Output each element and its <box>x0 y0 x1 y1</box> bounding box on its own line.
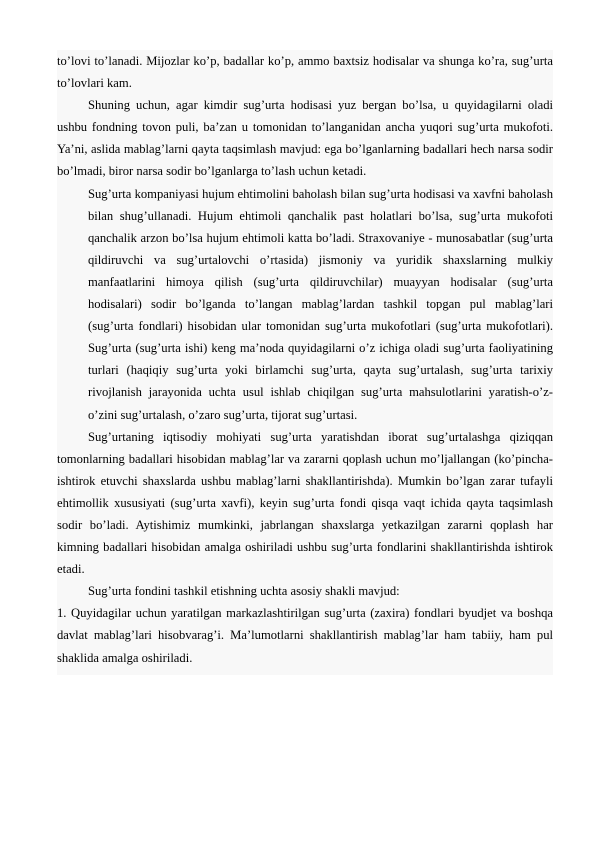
paragraph-insurance-company: Sug’urta kompaniyasi hujum ehtimolini baholash bilan sug’urta hodisasi va xavfni baholash bilan shug’ullanadi. Hujum ehtimoli qanchalik past holatlari bo’lsa, sug’urta mukofoti qanchalik arzon bo’lsa hujum ehtimoli katta bo’ladi. Straxovaniye - munosabatlar (sug’urta qildiruvchi va sug’urtalovchi o’rtasida) jismoniy va yuridik shaxslarning mulkiy manfaatlarini himoya qilish (sug’urta qildiruvchilar) muayyan hodisalar (sug’urta hodisalari) sodir bo’lganda to’langan mablag’lardan tashkil topgan pul mablag’lari (sug’urta fondlari) hisobidan ular tomonidan sug’urta mukofotlari (sug’urta mukofotlari). Sug’urta (sug’urta ishi) keng ma’noda quyidagilarni o’z ichiga oladi sug’urta faoliyatining turlari (haqiqiy sug’urta yoki birlamchi sug’urta, qayta sug’urtalash, sug’urta tarixiy rivojlanish jarayonida uchta usul ishlab chiqilgan sug’urta mahsulotlarini yaratish-o’z-o’zini sug’urtalash, o’zaro sug’urta, tijorat sug’urtasi. <box>88 186 553 422</box>
paragraph-economic-essence: Sug’urtaning iqtisodiy mohiyati sug’urta yaratishdan iborat sug’urtalashga qiziqqan tomonlarning badallari hisobidan mablag’lar va zararni qoplash uchun mo’ljallangan (ko’pincha-ishtirok etuvchi shaxslarda ushbu mablag’larni shakllantirishda). Mumkin bo’lgan zarar tufayli ehtimollik xususiyati (sug’urta xavfi), keyin sug’urta fondi qisqa vaqt ichida qayta taqsimlash sodir bo’ladi. Aytishimiz mumkinki, jabrlangan shaxslarga yetkazilgan zararni qoplash har kimning badallari hisobidan amalga oshiriladi ushbu sug’urta fondlarini shakllantirishda ishtirok etadi. <box>57 429 553 577</box>
document-body <box>57 50 553 675</box>
paragraph-redistribution: Shuning uchun, agar kimdir sug’urta hodisasi yuz bergan bo’lsa, u quyidagilarni oladi ushbu fondning tovon puli, ba’zan u tomonidan to’langanidan ancha yuqori sug’urta mukofoti. Ya’ni, aslida mablag’larni qayta taqsimlash mavjud: ega bo’lganlarning badallari hech narsa sodir bo’lmadi, biror narsa sodir bo’lganlarga to’lash uchun ketadi. <box>57 98 553 179</box>
paragraph-fund-forms-intro: Sug’urta fondini tashkil etishning uchta asosiy shakli mavjud: <box>88 584 400 599</box>
paragraph-continuation: to’lovi to’lanadi. Mijozlar ko’p, badallar ko’p, ammo baxtsiz hodisalar va shunga ko’ra, sug’urta to’lovlari kam. <box>57 54 553 91</box>
list-item-centralized-funds: 1. Quyidagilar uchun yaratilgan markazlashtirilgan sug’urta (zaxira) fondlari byudjet va boshqa davlat mablag’lari hisobvarag’i. Ma’lumotlarni shakllantirish mablag’lar ham tabiiy, ham pul shaklida amalga oshiriladi. <box>57 606 553 665</box>
